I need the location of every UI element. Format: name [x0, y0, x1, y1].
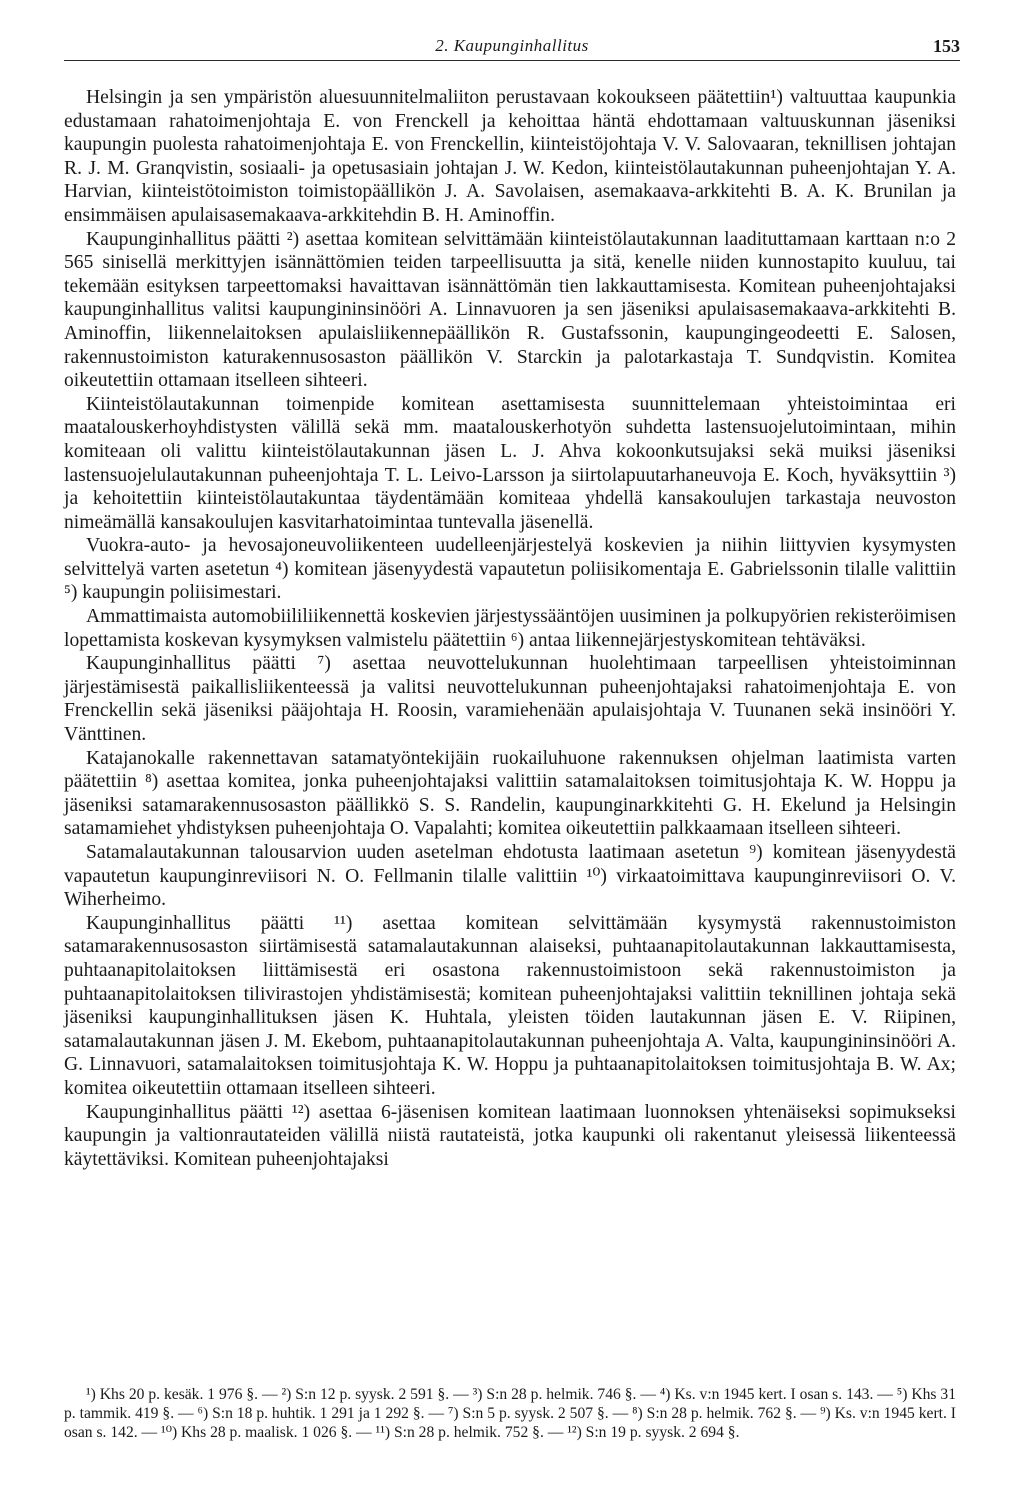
paragraph: Kaupunginhallitus päätti ²) asettaa komitean selvittämään kiinteistölautakunnan laadituttamaan karttaan n:o 2 565 sinisellä merkittyjen isännättömien teiden tarpeellisuutta ja sitä, kenelle niiden kunnostapito kuuluu, tai tekemään esityksen tarpeettomaksi havaittavan isännättömän tien lakkauttamisesta. Komitean puheenjohtajaksi kaupunginhallitus valitsi kaupungininsinööri A. Linnavuoren ja sen jäseniksi apulaisasemakaava-arkkitehti B. Aminoffin, liikennelaitoksen apulaisliikennepäällikön R. Gustafssonin, kaupungingeodeetti E. Salosen, rakennustoimiston katurakennusosaston päällikön V. Starckin ja palotarkastaja T. Sundqvistin. Komitea oikeutettiin ottamaan itselleen sihteeri.	[64, 228, 956, 392]
paragraph: Helsingin ja sen ympäristön aluesuunnitelmaliiton perustavaan kokoukseen päätettiin¹) valtuuttaa kaupunkia edustamaan rahatoimenjohtaja E. von Frenckell ja kehoittaa häntä ehdottamaan valtuuskunnan jäseniksi kaupungin puolesta rahatoimenjohtaja E. von Frenckellin, kiinteistöjohtaja V. V. Salovaaran, teknillisen johtajan R. J. M. Granqvistin, sosiaali- ja opetusasiain johtajan J. W. Kedon, kiinteistölautakunnan puheenjohtajan Y. A. Harvian, kiinteistötoimiston toimistopäällikön J. A. Savolaisen, asemakaava-arkkitehti B. A. K. Brunilan ja ensimmäisen apulaisasemakaava-arkkitehdin B. H. Aminoffin.	[64, 87, 956, 226]
paragraph: Kaupunginhallitus päätti ¹¹) asettaa komitean selvittämään kysymystä rakennustoimiston satamarakennusosaston siirtämisestä satamalautakunnan alaiseksi, puhtaanapitolautakunnan lakkauttamisesta, puhtaanapitolaitoksen liittämisestä eri osastona rakennustoimistoon sekä rakennustoimiston ja puhtaanapitolaitoksen tilivirastojen yhdistämisestä; komitean puheenjohtajaksi valittiin teknillinen johtaja sekä jäseniksi kaupunginhallituksen jäsen K. Huhtala, yleisten töiden lautakunnan jäsen E. V. Riipinen, satamalautakunnan jäsen J. M. Ekebom, puhtaanapitolautakunnan puheenjohtaja A. Valta, kaupungininsinööri A. G. Linnavuori, satamalaitoksen toimitusjohtaja K. W. Hoppu ja puhtaanapitolaitoksen toimitusjohtaja B. W. Ax; komitea oikeutettiin ottamaan itselleen sihteeri.	[64, 912, 956, 1099]
paragraph: Ammattimaista automobiililiikennettä koskevien järjestyssääntöjen uusiminen ja polkupyörien rekisteröimisen lopettamista koskevan kysymyksen valmistelu päätettiin ⁶) antaa liikennejärjestyskomitean tehtäväksi.	[64, 606, 956, 651]
paragraph: Vuokra-auto- ja hevosajoneuvoliikenteen uudelleenjärjestelyä koskevien ja niihin liittyvien kysymysten selvittelyä varten asetetun ⁴) komitean jäsenyydestä vapautetun poliisikomentaja E. Gabrielssonin tilalle valittiin ⁵) kaupungin poliisimestari.	[64, 535, 956, 604]
body-text	[64, 86, 956, 1171]
footnotes	[64, 1385, 956, 1442]
paragraph: Satamalautakunnan talousarvion uuden asetelman ehdotusta laatimaan asetetun ⁹) komitean jäsenyydestä vapautetun kaupunginreviisori N. O. Fellmanin tilalle valittiin ¹⁰) virkaatoimittava kaupunginreviisori O. V. Wiherheimo.	[64, 842, 956, 911]
paragraph: Kaupunginhallitus päätti ⁷) asettaa neuvottelukunnan huolehtimaan tarpeellisen yhteistoiminnan järjestämisestä paikallisliikenteessä ja valitsi neuvottelukunnan puheenjohtajaksi rahatoimenjohtaja E. von Frenckellin sekä jäseniksi pääjohtaja H. Roosin, varamiehenään apulaisjohtaja V. Tuunanen sekä insinööri Y. Vänttinen.	[64, 653, 956, 746]
paragraph: Kaupunginhallitus päätti ¹²) asettaa 6-jäsenisen komitean laatimaan luonnoksen yhtenäiseksi sopimukseksi kaupungin ja valtionrautateiden välillä niistä rautateistä, jotka kaupunki oli rakentanut yleisessä liikenteessä käytettäviksi. Komitean puheenjohtajaksi	[64, 1101, 956, 1170]
page-number: 153	[933, 36, 960, 56]
paragraph: Katajanokalle rakennettavan satamatyöntekijäin ruokailuhuone rakennuksen ohjelman laatimista varten päätettiin ⁸) asettaa komitea, jonka puheenjohtajaksi valittiin satamalaitoksen toimitusjohtaja K. W. Hoppu ja jäseniksi satamarakennusosaston päällikkö S. S. Randelin, kaupunginarkkitehti G. H. Ekelund ja Helsingin satamamiehet yhdistyksen puheenjohtaja O. Vapalahti; komitea oikeutettiin palkkaamaan itselleen sihteeri.	[64, 747, 956, 840]
footnote-text: ¹) Khs 20 p. kesäk. 1 976 §. — ²) S:n 12 p. syysk. 2 591 §. — ³) S:n 28 p. helmik. 746 §. — ⁴) Ks. v:n 1945 kert. I osan s. 143. — ⁵) Khs 31 p. tammik. 419 §. — ⁶) S:n 18 p. huhtik. 1 291 ja 1 292 §. — ⁷) S:n 5 p. syysk. 2 507 §. — ⁸) S:n 28 p. helmik. 762 §. — ⁹) Ks. v:n 1945 kert. I osan s. 142. — ¹⁰) Khs 28 p. maalisk. 1 026 §. — ¹¹) S:n 28 p. helmik. 752 §. — ¹²) S:n 19 p. syysk. 2 694 §.	[64, 1386, 956, 1441]
running-title: 2. Kaupunginhallitus	[435, 36, 589, 55]
paragraph: Kiinteistölautakunnan toimenpide komitean asettamisesta suunnittelemaan yhteistoimintaa eri maatalouskerhoyhdistysten välillä sekä mm. maatalouskerhotyön suhdetta lastensuojelutoimintaan, mihin komiteaan oli valittu kiinteistölautakunnan jäsen L. J. Ahva kokoonkutsujaksi sekä muiksi jäseniksi lastensuojelulautakunnan puheenjohtaja T. L. Leivo-Larsson ja siirtolapuutarhaneuvoja E. Koch, hyväksyttiin ³) ja kehoitettiin kiinteistölautakuntaa täydentämään komiteaa yhdellä kansakoulujen tarkastaja neuvoston nimeämällä kansakoulujen kasvitarhatoimintaa tuntevalla jäsenellä.	[64, 393, 956, 533]
running-header	[64, 34, 960, 61]
